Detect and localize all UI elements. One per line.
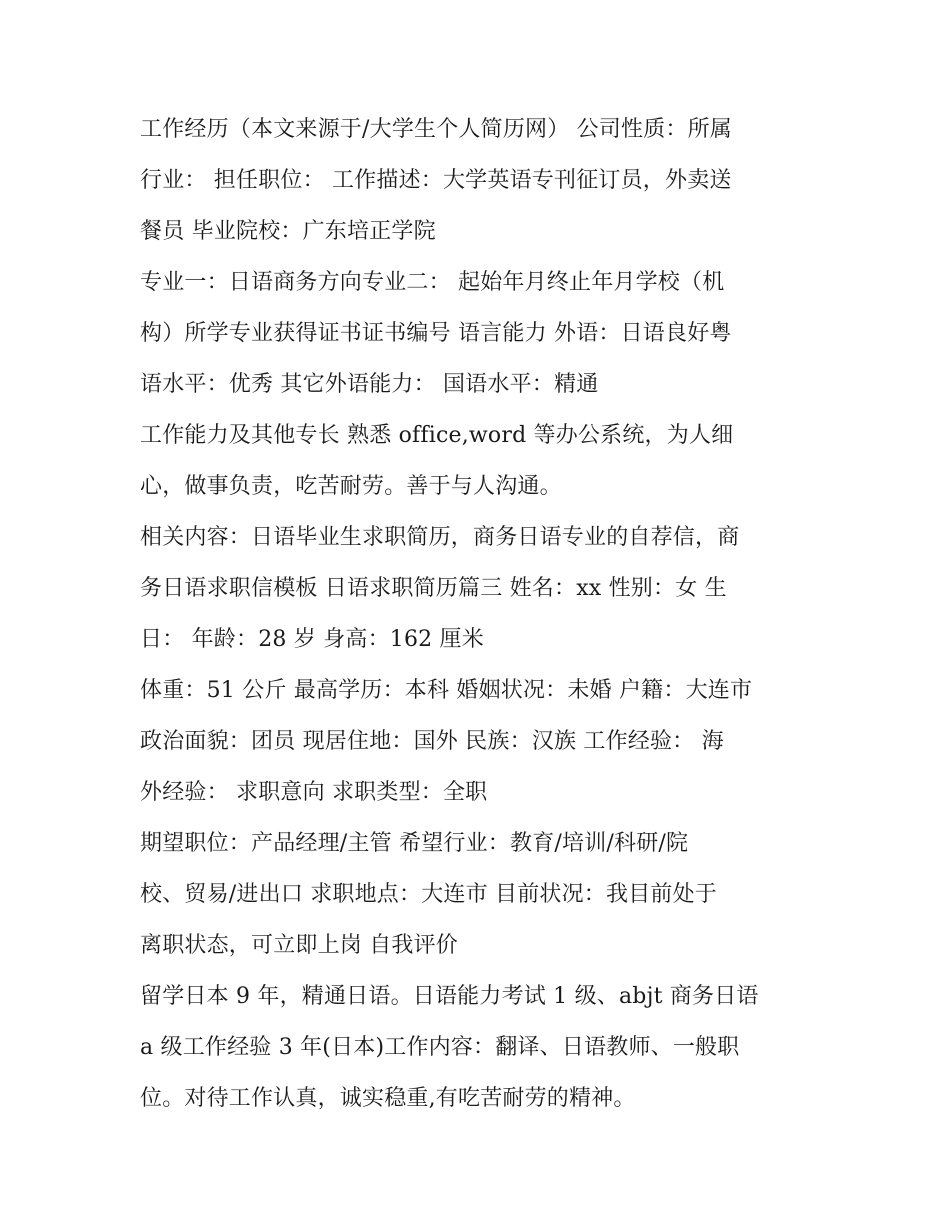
text-line: 位。对待工作认真，诚实稳重,有吃苦耐劳的精神。 [140, 1086, 636, 1111]
text-line: 外经验： 求职意向 求职类型：全职 [140, 780, 488, 805]
paragraph-job-intention [140, 818, 820, 971]
paragraph-related-content [140, 512, 820, 665]
paragraph-self-evaluation [140, 971, 820, 1124]
paragraph-work-experience [140, 104, 820, 257]
text-line: 期望职位：产品经理/主管 希望行业：教育/培训/科研/院 [140, 831, 689, 856]
text-line: 心，做事负责，吃苦耐劳。善于与人沟通。 [140, 474, 562, 499]
text-line: 相关内容：日语毕业生求职简历，商务日语专业的自荐信，商 [140, 525, 740, 550]
text-line: 日： 年龄：28 岁 身高：162 厘米 [140, 627, 484, 652]
text-line: 专业一：日语商务方向专业二： 起始年月终止年月学校（机 [140, 270, 725, 295]
text-line: 务日语求职信模板 日语求职简历篇三 姓名：xx 性别：女 生 [140, 576, 727, 601]
paragraph-skills [140, 410, 820, 512]
text-line: 餐员 毕业院校：广东培正学院 [140, 219, 436, 244]
text-line: 语水平：优秀 其它外语能力： 国语水平：精通 [140, 372, 599, 397]
text-line: a 级工作经验 3 年(日本)工作内容：翻译、日语教师、一般职 [140, 1035, 740, 1060]
text-line: 体重：51 公斤 最高学历：本科 婚姻状况：未婚 户籍：大连市 [140, 678, 753, 703]
text-line: 行业： 担任职位： 工作描述：大学英语专刊征订员，外卖送 [140, 168, 732, 193]
text-line: 校、贸易/进出口 求职地点：大连市 目前状况：我目前处于 [140, 882, 718, 907]
text-line: 工作经历（本文来源于/大学生个人简历网） 公司性质：所属 [140, 117, 733, 142]
paragraph-major-language [140, 257, 820, 410]
paragraph-personal-info [140, 665, 820, 818]
text-line: 构）所学专业获得证书证书编号 语言能力 外语：日语良好粤 [140, 321, 732, 346]
text-line: 政治面貌：团员 现居住地：国外 民族：汉族 工作经验： 海 [140, 729, 724, 754]
text-line: 离职状态，可立即上岗 自我评价 [140, 933, 458, 958]
text-line: 留学日本 9 年，精通日语。日语能力考试 1 级、abjt 商务日语 [140, 984, 759, 1009]
text-line: 工作能力及其他专长 熟悉 office,word 等办公系统，为人细 [140, 423, 734, 448]
document-body [140, 104, 820, 1124]
